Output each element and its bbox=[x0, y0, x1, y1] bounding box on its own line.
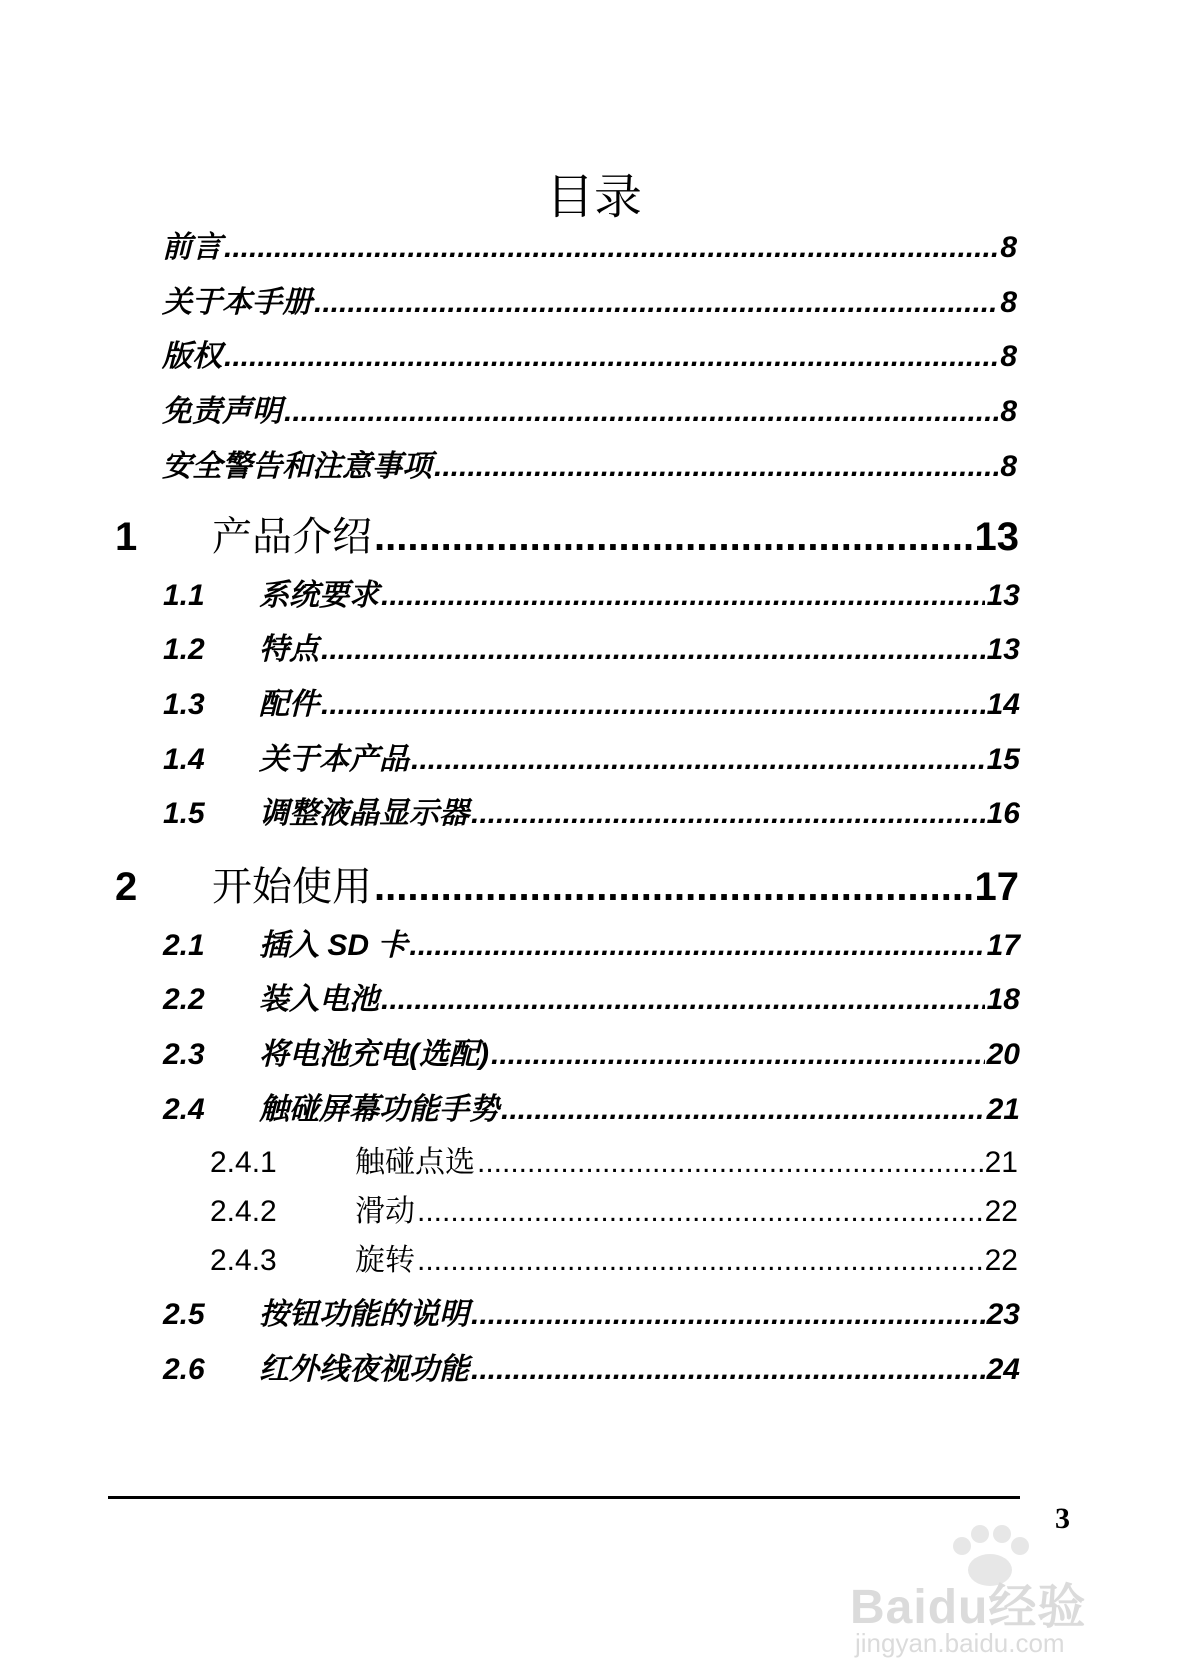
toc-subsection-number: 2.4.2 bbox=[210, 1195, 277, 1228]
toc-section-label: 触碰屏幕功能手势 bbox=[259, 1093, 499, 1126]
toc-section-label: 将电池充电(选配) bbox=[259, 1038, 489, 1071]
toc-section-label: 装入电池 bbox=[259, 983, 379, 1016]
watermark-logo-text: Baidu经验 bbox=[850, 1581, 1087, 1634]
toc-entry-label: 前言 bbox=[162, 231, 222, 264]
toc-chapter-2[interactable] bbox=[115, 855, 1019, 912]
dot-leader bbox=[417, 1195, 983, 1229]
dot-leader bbox=[491, 1038, 985, 1072]
toc-section-page: 13 bbox=[986, 633, 1020, 666]
toc-section-number: 2.1 bbox=[163, 929, 205, 962]
page-number: 3 bbox=[1055, 1502, 1070, 1535]
toc-section-number: 1.5 bbox=[163, 797, 205, 830]
toc-section-page: 23 bbox=[986, 1298, 1020, 1331]
toc-entry-page: 8 bbox=[1000, 340, 1017, 373]
toc-title: 目录 bbox=[545, 169, 642, 225]
toc-chapter-label: 产品介绍 bbox=[212, 514, 372, 560]
toc-section-number: 2.4 bbox=[163, 1093, 205, 1126]
toc-section-label: 特点 bbox=[259, 633, 319, 666]
toc-section-page: 18 bbox=[986, 983, 1020, 1016]
toc-section-page: 13 bbox=[986, 579, 1020, 612]
toc-chapter-page: 17 bbox=[974, 865, 1019, 909]
toc-entry-disclaimer[interactable] bbox=[162, 386, 1017, 430]
toc-section-2-2[interactable] bbox=[163, 974, 1020, 1018]
toc-section-1-2[interactable] bbox=[163, 624, 1020, 668]
toc-section-page: 21 bbox=[986, 1093, 1020, 1126]
toc-entry-about-manual[interactable] bbox=[162, 277, 1017, 321]
dot-leader bbox=[409, 929, 984, 963]
toc-section-2-1[interactable] bbox=[163, 920, 1020, 964]
dot-leader bbox=[314, 286, 998, 320]
toc-subsection-number: 2.4.3 bbox=[210, 1244, 277, 1277]
dot-leader bbox=[374, 865, 973, 910]
toc-section-number: 1.3 bbox=[163, 688, 205, 721]
toc-section-2-4[interactable] bbox=[163, 1084, 1020, 1128]
toc-section-label: 配件 bbox=[259, 688, 319, 721]
toc-chapter-number: 1 bbox=[115, 515, 138, 559]
toc-section-2-5[interactable] bbox=[163, 1289, 1020, 1333]
dot-leader bbox=[411, 743, 985, 777]
dot-leader bbox=[381, 983, 985, 1017]
toc-entry-page: 8 bbox=[1000, 231, 1017, 264]
toc-section-number: 1.2 bbox=[163, 633, 205, 666]
toc-section-1-4[interactable] bbox=[163, 734, 1020, 778]
dot-leader bbox=[374, 515, 973, 560]
toc-subsection-2-4-2[interactable] bbox=[210, 1186, 1018, 1230]
toc-section-label: 调整液晶显示器 bbox=[259, 797, 469, 830]
toc-section-label: 红外线夜视功能 bbox=[259, 1353, 469, 1386]
dot-leader bbox=[471, 797, 985, 831]
toc-entry-label: 版权 bbox=[162, 340, 222, 373]
toc-subsection-label: 滑动 bbox=[355, 1194, 415, 1229]
toc-entry-preface[interactable] bbox=[162, 222, 1017, 266]
toc-chapter-number: 2 bbox=[115, 865, 138, 909]
toc-subsection-label: 旋转 bbox=[355, 1243, 415, 1278]
toc-section-number: 2.3 bbox=[163, 1038, 205, 1071]
dot-leader bbox=[381, 579, 985, 613]
toc-subsection-2-4-1[interactable] bbox=[210, 1137, 1018, 1181]
toc-section-page: 14 bbox=[986, 688, 1020, 721]
baidu-jingyan-watermark bbox=[850, 1520, 1130, 1670]
dot-leader bbox=[471, 1298, 985, 1332]
dot-leader bbox=[501, 1093, 985, 1127]
toc-section-label: 关于本产品 bbox=[259, 743, 409, 776]
toc-chapter-label: 开始使用 bbox=[212, 864, 372, 910]
toc-entry-page: 8 bbox=[1000, 286, 1017, 319]
toc-section-number: 1.4 bbox=[163, 743, 205, 776]
toc-section-label: 插入 SD 卡 bbox=[259, 929, 408, 962]
toc-subsection-number: 2.4.1 bbox=[210, 1146, 277, 1179]
toc-section-label: 按钮功能的说明 bbox=[259, 1298, 469, 1331]
toc-section-1-1[interactable] bbox=[163, 570, 1020, 614]
watermark-url-text: jingyan.baidu.com bbox=[855, 1628, 1065, 1658]
toc-entry-safety[interactable] bbox=[162, 441, 1017, 485]
dot-leader bbox=[224, 231, 998, 265]
toc-subsection-page: 21 bbox=[984, 1146, 1018, 1179]
dot-leader bbox=[224, 340, 998, 374]
toc-entry-copyright[interactable] bbox=[162, 331, 1017, 375]
toc-section-label: 系统要求 bbox=[259, 579, 379, 612]
footer-rule bbox=[108, 1496, 1020, 1499]
toc-section-page: 24 bbox=[986, 1353, 1020, 1386]
toc-section-2-3[interactable] bbox=[163, 1029, 1020, 1073]
dot-leader bbox=[321, 633, 985, 667]
toc-section-page: 15 bbox=[986, 743, 1020, 776]
toc-subsection-page: 22 bbox=[984, 1195, 1018, 1228]
toc-section-number: 2.5 bbox=[163, 1298, 205, 1331]
dot-leader bbox=[284, 395, 998, 429]
toc-entry-label: 关于本手册 bbox=[162, 286, 312, 319]
toc-section-number: 2.2 bbox=[163, 983, 205, 1016]
dot-leader bbox=[321, 688, 985, 722]
toc-chapter-1[interactable] bbox=[115, 505, 1019, 562]
toc-section-number: 1.1 bbox=[163, 579, 205, 612]
dot-leader bbox=[434, 450, 998, 484]
toc-entry-page: 8 bbox=[1000, 395, 1017, 428]
toc-subsection-page: 22 bbox=[984, 1244, 1018, 1277]
dot-leader bbox=[471, 1353, 985, 1387]
toc-subsection-2-4-3[interactable] bbox=[210, 1235, 1018, 1279]
toc-entry-page: 8 bbox=[1000, 450, 1017, 483]
toc-section-page: 20 bbox=[986, 1038, 1020, 1071]
dot-leader bbox=[417, 1244, 983, 1278]
toc-entry-label: 免责声明 bbox=[162, 395, 282, 428]
toc-section-number: 2.6 bbox=[163, 1353, 205, 1386]
toc-section-page: 16 bbox=[986, 797, 1020, 830]
toc-section-1-3[interactable] bbox=[163, 679, 1020, 723]
toc-subsection-label: 触碰点选 bbox=[355, 1145, 475, 1180]
toc-section-page: 17 bbox=[986, 929, 1020, 962]
dot-leader bbox=[477, 1146, 983, 1180]
toc-chapter-page: 13 bbox=[974, 515, 1019, 559]
toc-entry-label: 安全警告和注意事项 bbox=[162, 450, 432, 483]
toc-section-1-5[interactable] bbox=[163, 788, 1020, 832]
toc-section-2-6[interactable] bbox=[163, 1344, 1020, 1388]
